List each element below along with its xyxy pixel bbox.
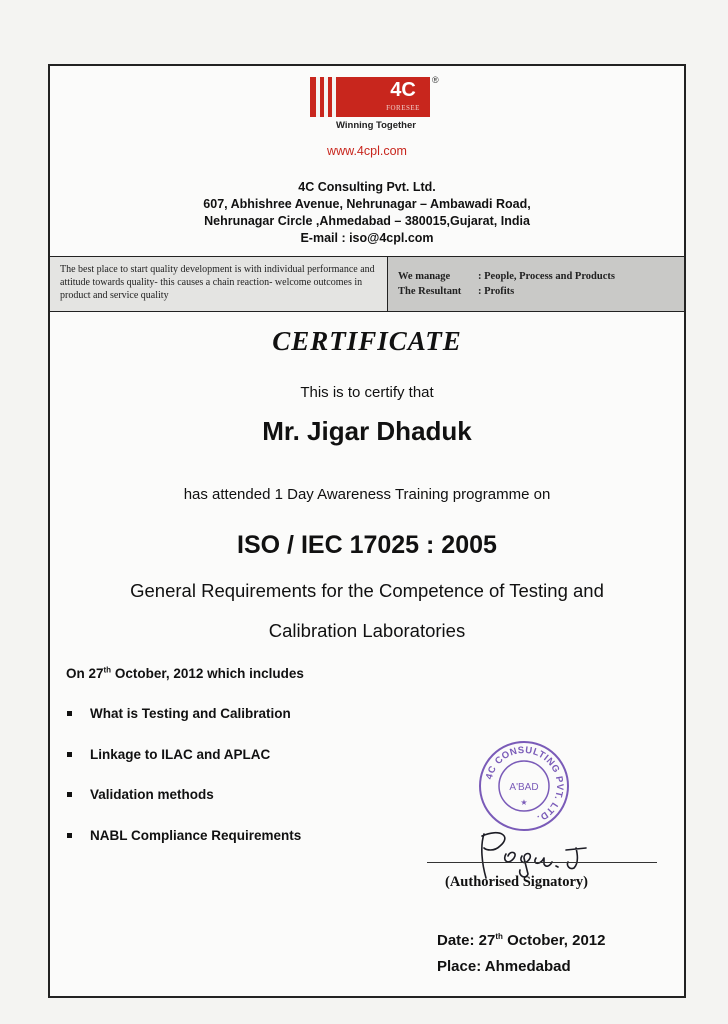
website-link[interactable]: www.4cpl.com — [327, 144, 407, 158]
topic-item — [66, 787, 301, 828]
bullet-icon — [67, 792, 72, 797]
svg-text:★: ★ — [520, 798, 528, 807]
manage-value: : People, Process and Products — [478, 271, 615, 282]
result-row — [398, 284, 684, 299]
registered-mark: ® — [432, 75, 439, 85]
logo-text: 4C — [390, 79, 416, 101]
training-date-prefix: On 27 — [66, 666, 104, 681]
certificate-frame — [48, 64, 686, 998]
bullet-icon — [67, 833, 72, 838]
address-line-2: Nehrunagar Circle ,Ahmedabad – 380015,Gujarat, India — [204, 214, 530, 228]
standard-title: ISO / IEC 17025 : 2005 — [237, 531, 497, 559]
banner-motto — [388, 257, 684, 311]
signatory-label: (Authorised Signatory) — [445, 874, 588, 890]
issue-place: Place: Ahmedabad — [437, 958, 571, 975]
topic-label: Validation methods — [90, 787, 214, 802]
issue-date-suffix: October, 2012 — [502, 932, 606, 949]
subject-line-2: Calibration Laboratories — [268, 620, 466, 641]
logo-subtext: FORESEE — [386, 104, 420, 112]
recipient-name: Mr. Jigar Dhaduk — [262, 416, 472, 446]
logo-mark — [310, 77, 430, 117]
certificate-title: CERTIFICATE — [272, 326, 462, 356]
topic-item — [66, 747, 301, 788]
topic-list — [66, 706, 301, 868]
company-stamp-icon — [477, 739, 571, 833]
training-date-sup: th — [103, 665, 112, 675]
attended-text: has attended 1 Day Awareness Training programme on — [183, 486, 551, 503]
subject-line-1: General Requirements for the Competence of Testing and — [130, 580, 604, 601]
topic-item — [66, 706, 301, 747]
address-line-1: 607, Abhishree Avenue, Nehrunagar – Ambawadi Road, — [203, 197, 531, 211]
issue-date — [437, 932, 605, 949]
manage-row — [398, 269, 684, 284]
company-name: 4C Consulting Pvt. Ltd. — [298, 180, 436, 194]
training-date — [66, 666, 304, 681]
issue-date-prefix: Date: 27 — [437, 932, 496, 949]
email-line: E-mail : iso@4cpl.com — [300, 231, 434, 245]
banner-quote: The best place to start quality development is with individual performance and attitude towards quality- this causes a chain reaction- welcome outcomes in product and service quality — [50, 257, 388, 311]
topic-label: What is Testing and Calibration — [90, 706, 291, 721]
topic-label: Linkage to ILAC and APLAC — [90, 746, 271, 762]
topic-label: NABL Compliance Requirements — [90, 827, 302, 843]
logo-tagline: Winning Together — [336, 120, 416, 131]
result-key: The Resultant — [398, 286, 462, 297]
bullet-icon — [67, 752, 72, 757]
topic-item — [66, 828, 301, 869]
certify-text: This is to certify that — [300, 384, 434, 401]
training-date-suffix: October, 2012 which includes — [111, 666, 304, 681]
manage-key: We manage — [398, 271, 451, 282]
company-logo — [310, 77, 440, 137]
issue-date-sup: th — [495, 932, 503, 941]
result-value: : Profits — [478, 286, 515, 297]
bullet-icon — [67, 711, 72, 716]
stamp-ring-text: 4C CONSULTING PVT. LTD. — [483, 744, 566, 824]
quality-banner — [50, 256, 684, 312]
signature-line — [427, 862, 657, 863]
stamp-center-text: A'BAD — [509, 782, 539, 793]
